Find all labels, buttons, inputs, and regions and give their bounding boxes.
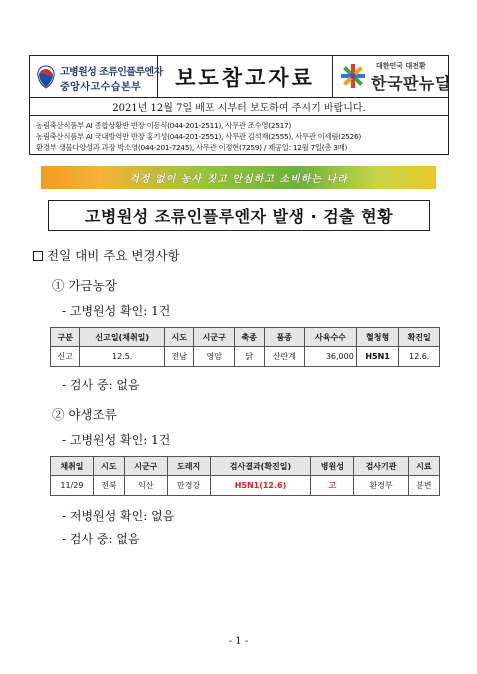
contact-line: 환경부 생물다양성과 과장 박소영(044-201-7245), 사무관 이정현(7259) / 제공일: 12월 7일(총 3매) (36, 143, 348, 152)
table-cell: 전남 (164, 347, 193, 367)
table-cell: 신고 (51, 347, 80, 367)
table-header: 시료 (408, 457, 439, 476)
wild-confirmed: - 고병원성 확인: 1건 (62, 433, 171, 447)
table-header-row (51, 328, 440, 347)
table-header: 시도 (164, 328, 193, 347)
page-title: 고병원성 조류인플루엔자 발생 · 검출 현황 (48, 200, 430, 231)
table-cell: 만경강 (167, 476, 210, 496)
brand-slogan: 대한민국 대전환 (376, 62, 426, 70)
new-deal-star-icon (339, 62, 367, 90)
table-cell: 12.5. (80, 347, 165, 367)
slogan-banner (41, 166, 436, 189)
table-row (51, 476, 440, 496)
brand-name: 한국판뉴딜 (371, 74, 451, 93)
section-heading (33, 246, 180, 264)
table-header: 축종 (235, 328, 264, 347)
table-header: 혈청형 (356, 328, 399, 347)
banner-text: 걱정 없이 농사 짓고 안심하고 소비하는 나라 (129, 174, 348, 185)
page-number: - 1 - (228, 636, 249, 647)
table-cell: 전북 (93, 476, 124, 496)
table-cell: 익산 (124, 476, 167, 496)
table-cell: 환경부 (354, 476, 409, 496)
table-header: 도래지 (167, 457, 210, 476)
doc-type: 보도참고자료 (158, 56, 333, 98)
table-header: 시도 (93, 457, 124, 476)
government-emblem-icon (35, 64, 57, 90)
table-cell: 산란계 (264, 347, 305, 367)
contact-list (36, 120, 361, 153)
header-top-row (30, 56, 451, 98)
embargo-notice: 2021년 12월 7일 배포 시부터 보도하여 주시기 바랍니다. (30, 98, 448, 116)
section-heading-text: 전일 대비 주요 변경사항 (47, 248, 180, 263)
table-header: 채취일 (51, 457, 94, 476)
poultry-testing: - 검사 중: 없음 (62, 378, 140, 392)
agency-block (30, 56, 163, 98)
table-cell: 닭 (235, 347, 264, 367)
contact-line: 농림축산식품부 AI 종합상황반 반장 이동식(044-201-2511), 사무관 조수영(2517) (36, 121, 291, 130)
table-cell: 고 (311, 476, 354, 496)
table-header: 사육수수 (305, 328, 357, 347)
table-header: 검사결과(확진일) (210, 457, 311, 476)
poultry-heading: ① 가금농장 (52, 278, 117, 293)
press-header (29, 55, 449, 155)
table-cell: 36,000 (305, 347, 357, 367)
table-row (51, 347, 440, 367)
table-header: 시군구 (124, 457, 167, 476)
square-bullet-icon (33, 251, 43, 261)
table-header: 구분 (51, 328, 80, 347)
table-header: 신고일(채취일) (80, 328, 165, 347)
korean-new-deal-logo (333, 56, 451, 98)
table-cell: 12.6. (399, 347, 440, 367)
wild-bird-table (50, 456, 440, 496)
agency-name: 고병원성 조류인플루엔자 (60, 67, 163, 78)
table-header: 시군구 (194, 328, 235, 347)
table-header-row (51, 457, 440, 476)
table-cell: H5N1(12.6) (210, 476, 311, 496)
table-header: 검사기관 (354, 457, 409, 476)
table-cell: 분변 (408, 476, 439, 496)
poultry-table (50, 327, 440, 367)
table-cell: H5N1 (356, 347, 399, 367)
wild-testing: - 검사 중: 없음 (62, 532, 140, 546)
agency-subname: 중앙사고수습본부 (60, 82, 142, 93)
table-cell: 11/29 (51, 476, 94, 496)
contact-line: 농림축산식품부 AI 국내방역반 반장 홍기성(044-201-2551), 사무관 김석재(2555), 사무관 이세림(2526) (36, 132, 361, 141)
wild-low-path: - 저병원성 확인: 없음 (62, 509, 175, 523)
table-header: 확진일 (399, 328, 440, 347)
poultry-confirmed: - 고병원성 확인: 1건 (62, 304, 171, 318)
wild-bird-heading: ② 야생조류 (52, 407, 117, 422)
table-cell: 영암 (194, 347, 235, 367)
table-header: 병원성 (311, 457, 354, 476)
table-header: 품종 (264, 328, 305, 347)
